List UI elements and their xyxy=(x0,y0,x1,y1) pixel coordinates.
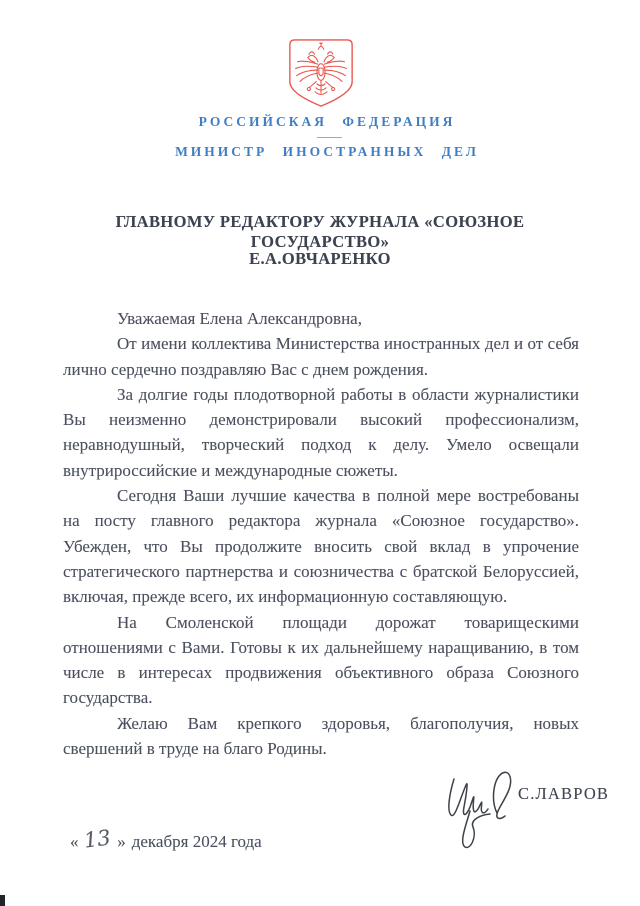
body-paragraph: За долгие годы плодотворной работы в области журналистики Вы неизменно демонстрировали высокий профессионализм, неравнодушный, творческий подход к делу. Умело освещали внутрироссийские и международные сюжеты. xyxy=(63,384,579,480)
addressee-title: ГЛАВНОМУ РЕДАКТОРУ ЖУРНАЛА «СОЮЗНОЕ ГОСУДАРСТВО» xyxy=(115,212,525,251)
date-day-handwritten: 13 xyxy=(82,825,112,853)
signature-name: С.ЛАВРОВ xyxy=(518,784,610,803)
salutation: Уважаемая Елена Александровна, xyxy=(117,309,362,328)
letterhead-divider xyxy=(317,137,342,138)
scan-corner-artifact xyxy=(0,895,5,906)
date-line xyxy=(70,825,262,853)
date-close-quote: » xyxy=(117,832,126,851)
addressee-name: Е.А.ОВЧАРЕНКО xyxy=(249,249,391,268)
double-headed-eagle-icon xyxy=(284,37,358,109)
date-text: декабря 2024 года xyxy=(131,832,262,851)
letterhead-minister-title: МИНИСТР ИНОСТРАННЫХ ДЕЛ xyxy=(175,144,479,159)
date-open-quote: « xyxy=(70,832,79,851)
body-paragraph: На Смоленской площади дорожат товарищескими отношениями с Вами. Готовы к их дальнейшему наращиванию, в том числе в интересах продвижения объективного образа Союзного государства. xyxy=(63,612,579,708)
coat-of-arms-emblem xyxy=(284,37,358,109)
body-paragraph: Желаю Вам крепкого здоровья, благополучия, новых свершений в труде на благо Родины. xyxy=(63,713,579,759)
signature-handwriting xyxy=(440,759,522,851)
body-paragraph: Сегодня Ваши лучшие качества в полной мере востребованы на посту главного редактора журнала «Союзное государство». Убежден, что Вы продолжите вносить свой вклад в упрочение стратегического партнерства и союзничества с братской Белоруссией, включая, прежде всего, их информационную составляющую. xyxy=(63,486,579,607)
letter-body xyxy=(63,306,579,761)
letterhead-country: РОССИЙСКАЯ ФЕДЕРАЦИЯ xyxy=(198,114,456,129)
body-paragraph: От имени коллектива Министерства иностранных дел и от себя лично сердечно поздравляю Вас с днем рождения. xyxy=(63,334,579,379)
